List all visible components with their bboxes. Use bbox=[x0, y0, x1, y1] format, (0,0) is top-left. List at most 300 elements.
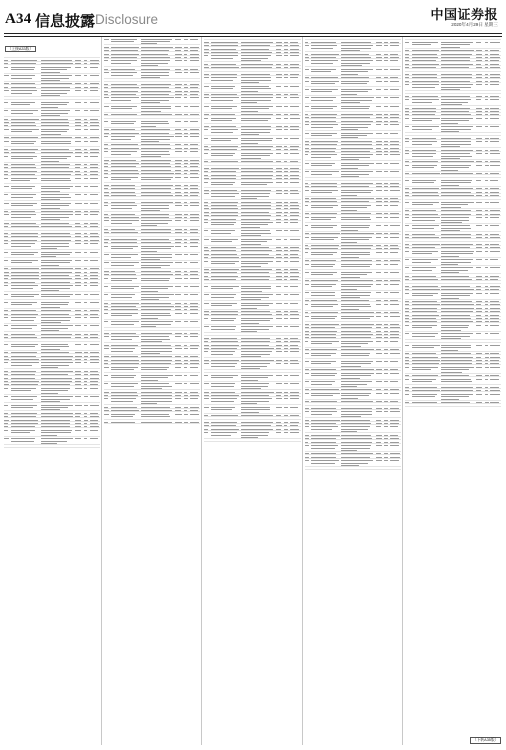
cell-no bbox=[405, 186, 412, 189]
cell-date bbox=[290, 72, 301, 75]
table-row bbox=[204, 136, 300, 144]
cell-name bbox=[111, 381, 141, 389]
cell-desc bbox=[141, 272, 176, 275]
cell-date bbox=[490, 186, 501, 189]
cell-name bbox=[412, 112, 442, 115]
cell-date bbox=[90, 273, 101, 276]
text-line bbox=[204, 222, 208, 223]
cell-date bbox=[290, 206, 301, 209]
cell-name bbox=[111, 89, 141, 92]
cell-desc bbox=[441, 106, 476, 109]
text-line bbox=[211, 272, 237, 273]
cell-desc bbox=[241, 430, 276, 438]
cell-amt bbox=[175, 203, 184, 211]
text-line bbox=[90, 174, 98, 175]
text-line bbox=[341, 435, 371, 436]
text-line bbox=[11, 420, 39, 421]
text-line bbox=[4, 152, 9, 153]
text-line bbox=[405, 96, 410, 97]
cell-date bbox=[290, 210, 301, 213]
text-line bbox=[84, 359, 88, 360]
text-line bbox=[490, 234, 498, 235]
text-line bbox=[341, 168, 358, 169]
text-line bbox=[211, 77, 237, 78]
cell-date bbox=[290, 116, 301, 124]
text-line bbox=[11, 344, 38, 345]
cell-desc bbox=[241, 277, 276, 280]
cell-name bbox=[211, 333, 241, 336]
text-line bbox=[175, 217, 181, 218]
text-line bbox=[341, 186, 369, 187]
text-line bbox=[41, 99, 73, 100]
text-line bbox=[90, 420, 98, 421]
cell-amt bbox=[476, 178, 485, 186]
text-line bbox=[41, 334, 73, 335]
cell-desc bbox=[141, 307, 176, 310]
text-line bbox=[341, 219, 370, 220]
text-line bbox=[441, 182, 470, 183]
table-row bbox=[4, 428, 100, 436]
text-line bbox=[84, 447, 87, 448]
text-line bbox=[175, 232, 181, 233]
cell-amt bbox=[376, 371, 385, 379]
text-line bbox=[211, 146, 238, 147]
cell-name bbox=[211, 316, 241, 324]
text-line bbox=[384, 198, 388, 199]
text-line bbox=[204, 432, 208, 433]
text-line bbox=[11, 131, 32, 132]
text-line bbox=[490, 64, 499, 65]
text-line bbox=[311, 127, 333, 128]
cell-name bbox=[211, 220, 241, 228]
cell-name bbox=[412, 72, 442, 75]
text-line bbox=[376, 280, 382, 281]
cell-no bbox=[204, 361, 211, 369]
text-line bbox=[341, 69, 373, 70]
text-line bbox=[104, 217, 109, 218]
text-line bbox=[305, 316, 309, 317]
text-line bbox=[175, 375, 181, 376]
cell-no bbox=[4, 403, 11, 411]
cell-date bbox=[490, 133, 501, 136]
text-line bbox=[175, 309, 181, 310]
text-line bbox=[390, 233, 399, 234]
cell-amt bbox=[376, 211, 385, 214]
text-line bbox=[405, 108, 409, 109]
cell-name bbox=[111, 227, 141, 230]
text-line bbox=[111, 170, 138, 171]
text-line bbox=[341, 165, 368, 166]
text-line bbox=[75, 223, 80, 224]
cell-no bbox=[4, 97, 11, 100]
cell-no bbox=[4, 147, 11, 150]
text-line bbox=[141, 173, 174, 174]
cell-desc bbox=[241, 84, 276, 92]
cell-name bbox=[311, 203, 341, 211]
text-line bbox=[41, 194, 70, 195]
text-line bbox=[390, 411, 399, 412]
cell-desc bbox=[241, 72, 276, 75]
cell-name bbox=[311, 310, 341, 313]
text-line bbox=[311, 141, 337, 142]
text-line bbox=[190, 246, 199, 247]
cell-name bbox=[211, 112, 241, 115]
text-line bbox=[390, 144, 399, 145]
text-line bbox=[84, 396, 88, 397]
text-line bbox=[405, 214, 409, 215]
cell-date bbox=[90, 184, 101, 192]
text-line bbox=[241, 299, 261, 300]
cell-name bbox=[111, 420, 141, 423]
cell-date bbox=[390, 211, 401, 214]
cell-no bbox=[4, 332, 11, 335]
table-row bbox=[305, 399, 401, 402]
cell-date bbox=[190, 346, 201, 354]
text-line bbox=[190, 236, 198, 237]
text-line bbox=[241, 392, 274, 393]
cell-name bbox=[11, 165, 41, 168]
cell-no bbox=[305, 359, 312, 367]
cell-date bbox=[90, 238, 101, 241]
table-row bbox=[305, 122, 401, 130]
cell-date bbox=[390, 379, 401, 387]
text-line bbox=[276, 39, 281, 40]
text-line bbox=[141, 363, 171, 364]
text-line bbox=[441, 131, 459, 132]
text-line bbox=[284, 338, 287, 339]
text-line bbox=[75, 186, 81, 187]
text-line bbox=[276, 129, 282, 130]
text-line bbox=[11, 296, 34, 297]
table-row bbox=[204, 339, 300, 342]
table-row bbox=[204, 423, 300, 426]
cell-desc bbox=[441, 69, 476, 72]
cell-desc bbox=[141, 230, 176, 233]
text-line bbox=[190, 345, 199, 346]
text-line bbox=[384, 453, 388, 454]
cell-no bbox=[104, 161, 111, 164]
cell-amt bbox=[276, 50, 285, 53]
cell-desc bbox=[41, 212, 76, 220]
cell-no bbox=[4, 250, 11, 258]
table-row bbox=[104, 304, 200, 307]
text-line bbox=[4, 226, 8, 227]
text-line bbox=[490, 217, 499, 218]
text-line bbox=[412, 180, 436, 181]
text-line bbox=[175, 39, 181, 40]
text-line bbox=[41, 146, 59, 147]
table-row bbox=[4, 394, 100, 402]
cell-name bbox=[412, 245, 442, 248]
text-line bbox=[290, 392, 299, 393]
text-line bbox=[75, 310, 81, 311]
cell-name bbox=[211, 144, 241, 147]
text-line bbox=[104, 199, 108, 200]
cell-no bbox=[405, 112, 412, 115]
cell-desc bbox=[41, 379, 76, 382]
text-line bbox=[276, 392, 282, 393]
cell-desc bbox=[141, 319, 176, 327]
cell-desc bbox=[141, 420, 176, 423]
text-line bbox=[204, 392, 209, 393]
text-line bbox=[241, 435, 268, 436]
text-line bbox=[111, 313, 138, 314]
text-line bbox=[384, 408, 388, 409]
text-line bbox=[276, 345, 282, 346]
cell-desc bbox=[241, 95, 276, 103]
cell-no bbox=[204, 420, 211, 423]
text-line bbox=[241, 331, 257, 332]
cell-amt bbox=[75, 418, 84, 421]
table-row bbox=[4, 192, 100, 200]
cell-no bbox=[405, 58, 412, 61]
text-line bbox=[184, 87, 188, 88]
text-line bbox=[175, 148, 181, 149]
text-line bbox=[104, 407, 108, 408]
cell-name bbox=[11, 276, 41, 279]
table-row bbox=[405, 65, 501, 68]
text-line bbox=[341, 355, 369, 356]
cell-name bbox=[211, 439, 241, 442]
text-line bbox=[111, 185, 135, 186]
table-row bbox=[4, 339, 100, 342]
text-line bbox=[476, 84, 482, 85]
table-row bbox=[405, 112, 501, 115]
text-line bbox=[41, 288, 71, 289]
text-line bbox=[4, 75, 9, 76]
text-line bbox=[376, 69, 382, 70]
text-line bbox=[284, 345, 288, 346]
text-line bbox=[305, 186, 309, 187]
text-line bbox=[476, 50, 482, 51]
cell-date bbox=[190, 354, 201, 357]
text-line bbox=[341, 117, 369, 118]
cell-amt bbox=[276, 112, 285, 115]
text-line bbox=[311, 248, 338, 249]
cell-date bbox=[390, 87, 401, 95]
text-line bbox=[175, 278, 181, 279]
text-line bbox=[211, 132, 233, 133]
cell-desc bbox=[341, 75, 376, 78]
cell-no bbox=[204, 213, 211, 216]
text-line bbox=[175, 330, 181, 331]
table-row bbox=[305, 104, 401, 112]
cell-no bbox=[4, 139, 11, 147]
cell-no bbox=[305, 451, 312, 454]
text-line bbox=[211, 153, 235, 154]
text-line bbox=[276, 335, 282, 336]
table-row bbox=[4, 283, 100, 291]
cell-no bbox=[104, 142, 111, 145]
text-line bbox=[90, 438, 99, 439]
text-line bbox=[384, 97, 387, 98]
text-line bbox=[111, 398, 136, 399]
text-line bbox=[41, 325, 74, 326]
cell-desc bbox=[141, 193, 176, 196]
cell-desc bbox=[341, 391, 376, 399]
text-line bbox=[75, 362, 81, 363]
text-line bbox=[111, 202, 135, 203]
text-line bbox=[305, 361, 309, 362]
text-line bbox=[111, 321, 139, 322]
cell-date bbox=[90, 234, 101, 237]
table-row bbox=[204, 284, 300, 292]
table-row bbox=[305, 451, 401, 454]
text-line bbox=[211, 314, 238, 315]
text-line bbox=[490, 114, 499, 115]
cell-date bbox=[90, 250, 101, 258]
text-line bbox=[4, 374, 8, 375]
cell-desc bbox=[341, 290, 376, 298]
text-line bbox=[11, 430, 35, 431]
text-line bbox=[305, 171, 309, 172]
text-line bbox=[384, 373, 387, 374]
text-line bbox=[341, 393, 370, 394]
cell-desc bbox=[241, 50, 276, 53]
text-line bbox=[485, 108, 489, 109]
text-line bbox=[41, 102, 69, 103]
cell-amt bbox=[376, 203, 385, 211]
text-line bbox=[84, 75, 87, 76]
table-row bbox=[405, 48, 501, 51]
text-line bbox=[441, 228, 471, 229]
cell-no bbox=[4, 424, 11, 427]
text-line bbox=[211, 360, 239, 361]
text-line bbox=[204, 74, 208, 75]
table-row bbox=[4, 65, 100, 73]
cell-desc bbox=[441, 242, 476, 245]
text-line bbox=[190, 94, 198, 95]
table-row bbox=[104, 112, 200, 115]
text-line bbox=[204, 64, 208, 65]
cell-no bbox=[104, 240, 111, 243]
cell-name bbox=[111, 346, 141, 354]
cell-desc bbox=[41, 221, 76, 224]
cell-amt bbox=[175, 95, 184, 103]
cell-date bbox=[290, 136, 301, 144]
text-line bbox=[184, 57, 187, 58]
text-line bbox=[485, 60, 489, 61]
text-line bbox=[4, 396, 8, 397]
text-line bbox=[376, 114, 382, 115]
cell-amt bbox=[476, 52, 485, 55]
text-line bbox=[476, 180, 481, 181]
text-line bbox=[41, 362, 74, 363]
cell-date bbox=[390, 451, 401, 454]
cell-no bbox=[305, 58, 312, 66]
cell-date bbox=[490, 239, 501, 242]
cell-amt bbox=[476, 197, 485, 200]
cell-name bbox=[211, 343, 241, 346]
text-line bbox=[4, 278, 8, 279]
cell-date bbox=[390, 139, 401, 142]
column-4 bbox=[305, 37, 403, 745]
text-line bbox=[311, 97, 336, 98]
cell-no bbox=[204, 84, 211, 92]
cell-amt bbox=[75, 231, 84, 234]
text-line bbox=[41, 236, 71, 237]
cell-desc bbox=[41, 81, 76, 84]
text-line bbox=[211, 348, 237, 349]
text-line bbox=[284, 138, 288, 139]
text-line bbox=[485, 214, 489, 215]
text-line bbox=[376, 39, 382, 40]
cell-no bbox=[104, 175, 111, 183]
cell-amt bbox=[476, 223, 485, 231]
text-line bbox=[84, 438, 88, 439]
cell-amt bbox=[175, 158, 184, 161]
cell-desc bbox=[141, 168, 176, 171]
text-line bbox=[405, 57, 410, 58]
table-row bbox=[204, 292, 300, 300]
cell-desc bbox=[41, 421, 76, 424]
cell-amt bbox=[376, 379, 385, 387]
text-line bbox=[485, 93, 488, 94]
cell-name bbox=[11, 228, 41, 231]
text-line bbox=[41, 188, 70, 189]
text-line bbox=[390, 324, 399, 325]
text-line bbox=[376, 144, 382, 145]
cell-amt bbox=[276, 439, 285, 442]
text-line bbox=[441, 153, 470, 154]
text-line bbox=[311, 300, 336, 301]
cell-date bbox=[190, 79, 201, 82]
text-line bbox=[184, 188, 188, 189]
text-line bbox=[204, 272, 209, 273]
cell-date bbox=[190, 212, 201, 215]
text-line bbox=[4, 194, 8, 195]
cell-amt bbox=[175, 234, 184, 237]
cell-desc bbox=[141, 158, 176, 161]
text-line bbox=[441, 230, 460, 231]
text-line bbox=[190, 202, 199, 203]
text-line bbox=[41, 134, 61, 135]
cell-no bbox=[305, 290, 312, 298]
cell-no bbox=[104, 396, 111, 404]
text-line bbox=[211, 196, 235, 197]
table-row bbox=[405, 79, 501, 82]
text-line bbox=[41, 341, 71, 342]
text-line bbox=[384, 341, 388, 342]
cell-date bbox=[290, 112, 301, 115]
text-line bbox=[384, 460, 388, 461]
text-line bbox=[376, 171, 382, 172]
cell-no bbox=[104, 269, 111, 272]
text-line bbox=[412, 42, 439, 43]
cell-desc bbox=[241, 361, 276, 369]
table-row bbox=[204, 180, 300, 188]
text-line bbox=[84, 156, 88, 157]
text-line bbox=[175, 395, 181, 396]
text-line bbox=[412, 153, 436, 154]
text-line bbox=[284, 175, 287, 176]
text-line bbox=[341, 341, 373, 342]
cell-amt bbox=[376, 339, 385, 347]
cell-amt bbox=[276, 324, 285, 332]
text-line bbox=[184, 195, 188, 196]
text-line bbox=[384, 39, 388, 40]
cell-name bbox=[211, 84, 241, 92]
text-line bbox=[11, 334, 35, 335]
text-line bbox=[441, 237, 471, 238]
text-line bbox=[141, 254, 173, 255]
text-line bbox=[284, 202, 287, 203]
text-line bbox=[305, 327, 309, 328]
cell-date bbox=[190, 365, 201, 373]
text-line bbox=[75, 60, 80, 61]
cell-name bbox=[111, 95, 141, 103]
cell-name bbox=[111, 240, 141, 243]
